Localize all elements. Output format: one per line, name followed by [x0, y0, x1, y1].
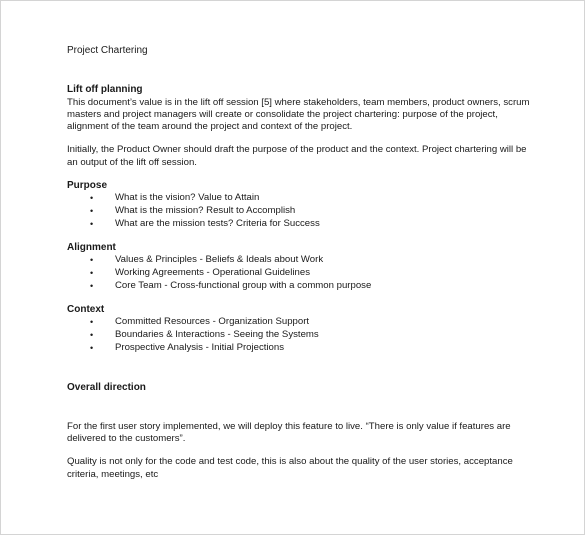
purpose-list — [67, 192, 537, 230]
liftoff-paragraph-1: This document’s value is in the lift off session [5] where stakeholders, team members, product owners, scrum masters and project managers will create or consolidate the project chartering: purpose of the project, alignment of the team around the project and context of the project. — [67, 96, 530, 133]
section-heading-liftoff: Lift off planning — [67, 84, 143, 96]
list-item: • Boundaries & Interactions - Seeing the Systems — [67, 329, 537, 342]
context-list — [67, 316, 537, 354]
list-item: • Prospective Analysis - Initial Projections — [67, 342, 537, 355]
list-item: • What is the vision? Value to Attain — [67, 192, 537, 205]
list-item: • What are the mission tests? Criteria for Success — [67, 218, 537, 231]
overall-paragraph-2: Quality is not only for the code and test code, this is also about the quality of the user stories, acceptance criteria, meetings, etc — [67, 456, 513, 480]
section-heading-context: Context — [67, 303, 105, 315]
overall-paragraph-1: For the first user story implemented, we will deploy this feature to live. “There is only value if features are delivered to the customers”. — [67, 420, 511, 445]
list-item: • Core Team - Cross-functional group with a common purpose — [67, 280, 537, 293]
list-item: • Committed Resources - Organization Support — [67, 316, 537, 329]
list-item: • Working Agreements - Operational Guidelines — [67, 267, 537, 280]
section-heading-overall-direction: Overall direction — [67, 382, 146, 394]
document-title: Project Chartering — [67, 45, 148, 56]
document-body — [67, 45, 537, 481]
list-item: • Values & Principles - Beliefs & Ideals about Work — [67, 254, 537, 267]
section-heading-purpose: Purpose — [67, 179, 108, 191]
section-heading-alignment: Alignment — [67, 241, 116, 253]
alignment-list — [67, 254, 537, 292]
liftoff-paragraph-2: Initially, the Product Owner should draft the purpose of the product and the context. Project chartering will be an output of the lift off session. — [67, 144, 527, 168]
list-item: • What is the mission? Result to Accomplish — [67, 205, 537, 218]
